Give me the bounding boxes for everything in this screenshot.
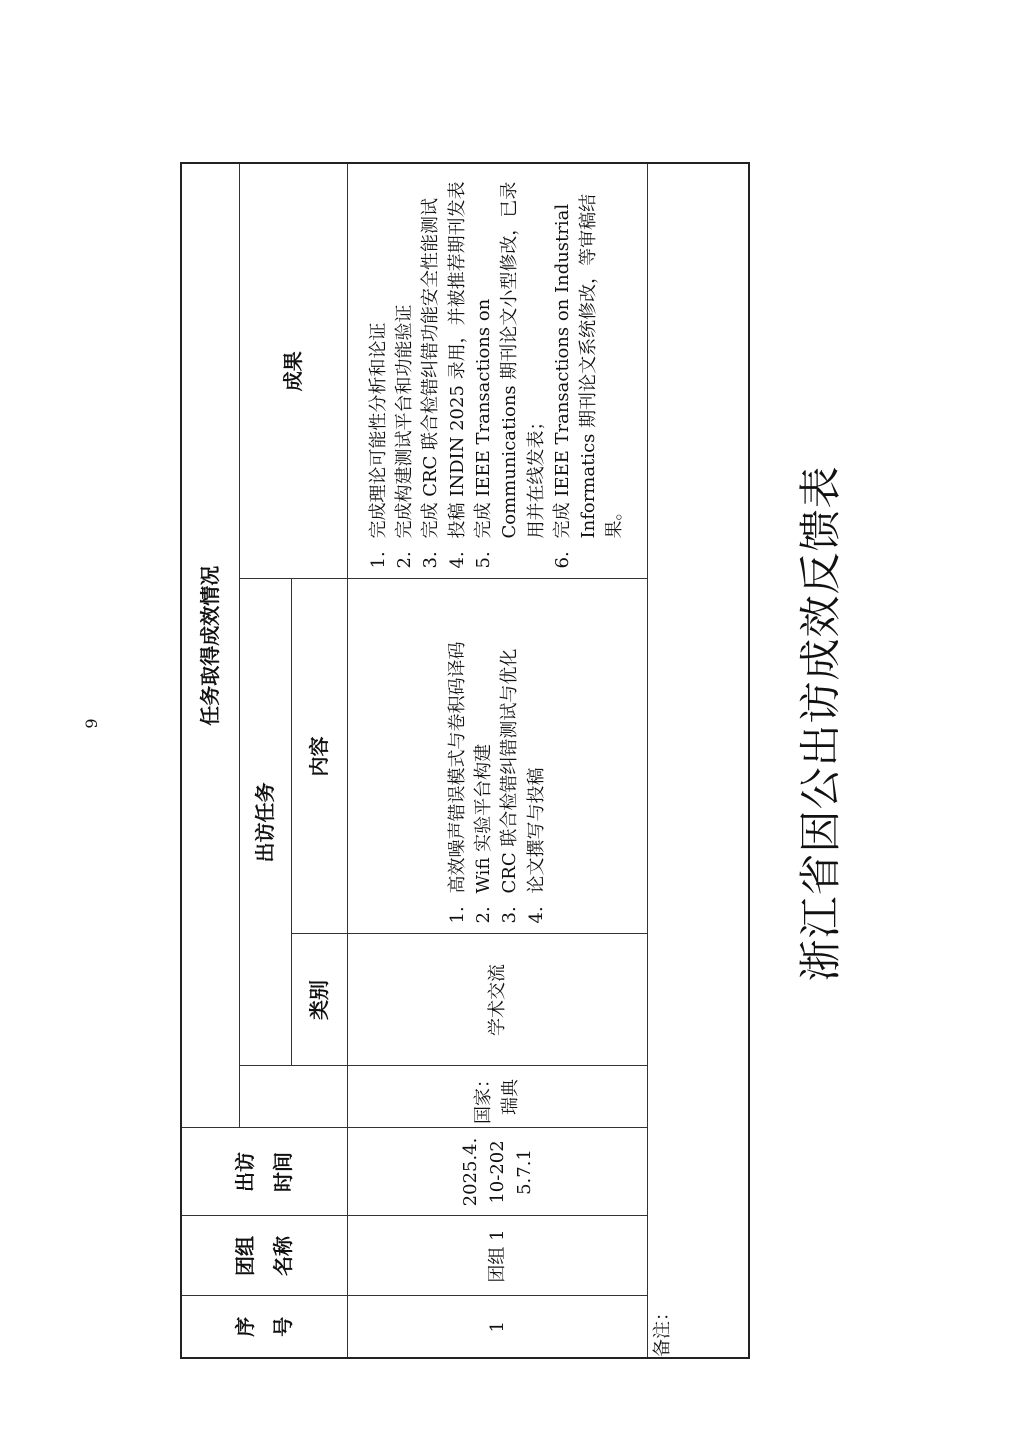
content-item-num: 3. <box>499 906 521 924</box>
page-number: 9 <box>82 718 101 729</box>
country-name: 瑞典 <box>500 1079 522 1115</box>
group-header-line2: 名称 <box>271 1236 296 1276</box>
result-item-text: 完成理论可能性分析和论证 <box>367 322 389 539</box>
tasks-header: 出访任务 <box>239 579 291 1066</box>
seq-cell: 1 <box>347 1296 648 1358</box>
result-item-num: 4. <box>446 551 468 569</box>
result-item-num: 3. <box>420 551 442 569</box>
content-item <box>497 590 523 924</box>
result-item-text: 完成构建测试平台和功能验证 <box>394 304 416 539</box>
visit-time-line1: 2025.4. <box>459 1137 481 1207</box>
seq-header <box>181 1296 347 1358</box>
country-cell <box>347 1066 648 1128</box>
content-item <box>471 590 497 924</box>
visit-time-line3: 5.7.1 <box>513 1149 535 1195</box>
content-cell <box>347 579 648 934</box>
content-item-num: 2. <box>472 906 494 924</box>
content-list <box>439 580 556 934</box>
result-item-num: 5. <box>472 551 494 569</box>
remarks-label: 备注： <box>652 1303 673 1357</box>
result-item-num: 2. <box>394 551 416 569</box>
result-item <box>471 174 550 569</box>
content-item-text: 高效噪声错误模式与卷积码译码 <box>446 641 468 894</box>
content-item <box>524 590 550 924</box>
results-cell <box>347 163 648 579</box>
seq-header-line1: 序 <box>233 1316 258 1337</box>
outcome-section-header: 任务取得成效情况 <box>181 163 239 1128</box>
content-item-text: CRC 联合检错纠错测试与优化 <box>499 648 521 894</box>
visit-time-cell <box>347 1128 648 1216</box>
content-item-num: 4. <box>525 906 547 924</box>
remarks-row <box>648 163 750 1358</box>
result-item-text: 完成 IEEE Transactions on Communications 期刊论文小型修改，已录用并在线发表； <box>472 181 547 539</box>
result-item <box>366 174 392 569</box>
result-item-num: 6. <box>551 551 573 569</box>
results-list <box>360 164 635 579</box>
group-header-line1: 团组 <box>233 1236 258 1276</box>
result-item-text: 完成 CRC 联合检错纠错功能安全性能测试 <box>420 197 442 539</box>
result-item-text: 投稿 INDIN 2025 录用，并被推荐期刊发表 <box>446 181 468 539</box>
time-header <box>181 1128 347 1216</box>
category-cell: 学术交流 <box>347 934 648 1066</box>
result-item <box>392 174 418 569</box>
content-header: 内容 <box>291 579 347 934</box>
country-label: 国家： <box>473 1070 495 1124</box>
content-item <box>445 590 471 924</box>
group-name-cell: 团组 1 <box>347 1216 648 1296</box>
result-item-num: 1. <box>367 551 389 569</box>
group-header <box>181 1216 347 1296</box>
result-item <box>418 174 444 569</box>
feedback-table <box>180 162 750 1359</box>
seq-header-line2: 号 <box>271 1316 296 1337</box>
time-header-line2: 时间 <box>271 1152 296 1192</box>
visit-time-line2: 10-202 <box>486 1140 508 1204</box>
content-item-text: 论文撰写与投稿 <box>525 767 547 894</box>
results-header: 成果 <box>239 163 347 579</box>
result-item <box>550 174 629 569</box>
time-header-line1: 出访 <box>233 1152 258 1192</box>
category-header: 类别 <box>291 934 347 1066</box>
form-title: 浙江省因公出访成效反馈表 <box>796 465 845 982</box>
result-item <box>445 174 471 569</box>
content-item-text: Wifi 实验平台构建 <box>472 743 494 894</box>
content-item-num: 1. <box>446 906 468 924</box>
result-item-text: 完成 IEEE Transactions on Industrial Informatics 期刊论文系统修改，等审稿结果。 <box>551 193 626 539</box>
blank-header-cell <box>239 1066 347 1128</box>
